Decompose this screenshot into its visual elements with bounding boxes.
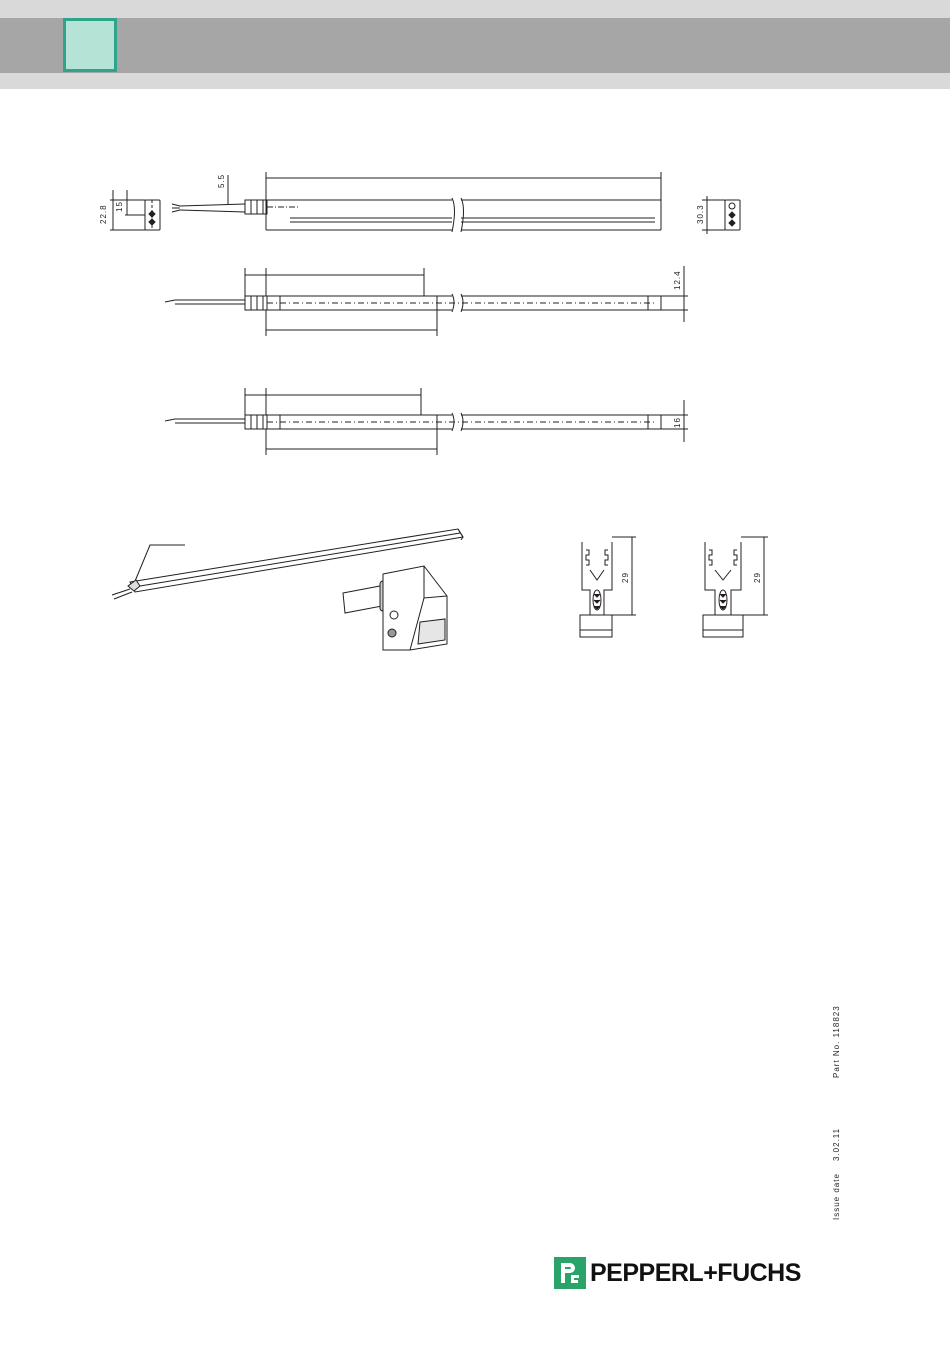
part-number: Part No. 118823 [832, 1005, 841, 1078]
cable-top [172, 174, 300, 214]
rail-middle [165, 266, 688, 336]
dim-5-5: 5.5 [217, 173, 226, 188]
profile-right [703, 537, 768, 637]
issue-date-label: Issue date [832, 1173, 841, 1220]
profile-right-height: 29 [753, 572, 762, 583]
issue-date-value: 3.02.11 [832, 1127, 841, 1161]
rail-lower [165, 388, 688, 455]
dim-12-4: 12.4 [673, 270, 682, 290]
end-view-right [696, 196, 740, 234]
dim-22-8: 22.8 [99, 204, 108, 224]
dim-15: 15 [115, 201, 124, 212]
dim-30-3: 30.3 [696, 204, 705, 224]
profile-left-height: 29 [621, 572, 630, 583]
profile-left [580, 537, 636, 637]
connector-perspective [343, 566, 447, 650]
end-view-left [99, 190, 160, 230]
company-logo [554, 1256, 801, 1290]
pepperl-fuchs-logo-icon [554, 1257, 586, 1289]
dim-16: 16 [673, 417, 682, 428]
logo-wordmark: PEPPERL+FUCHS [590, 1258, 801, 1287]
rail-top [266, 172, 661, 232]
